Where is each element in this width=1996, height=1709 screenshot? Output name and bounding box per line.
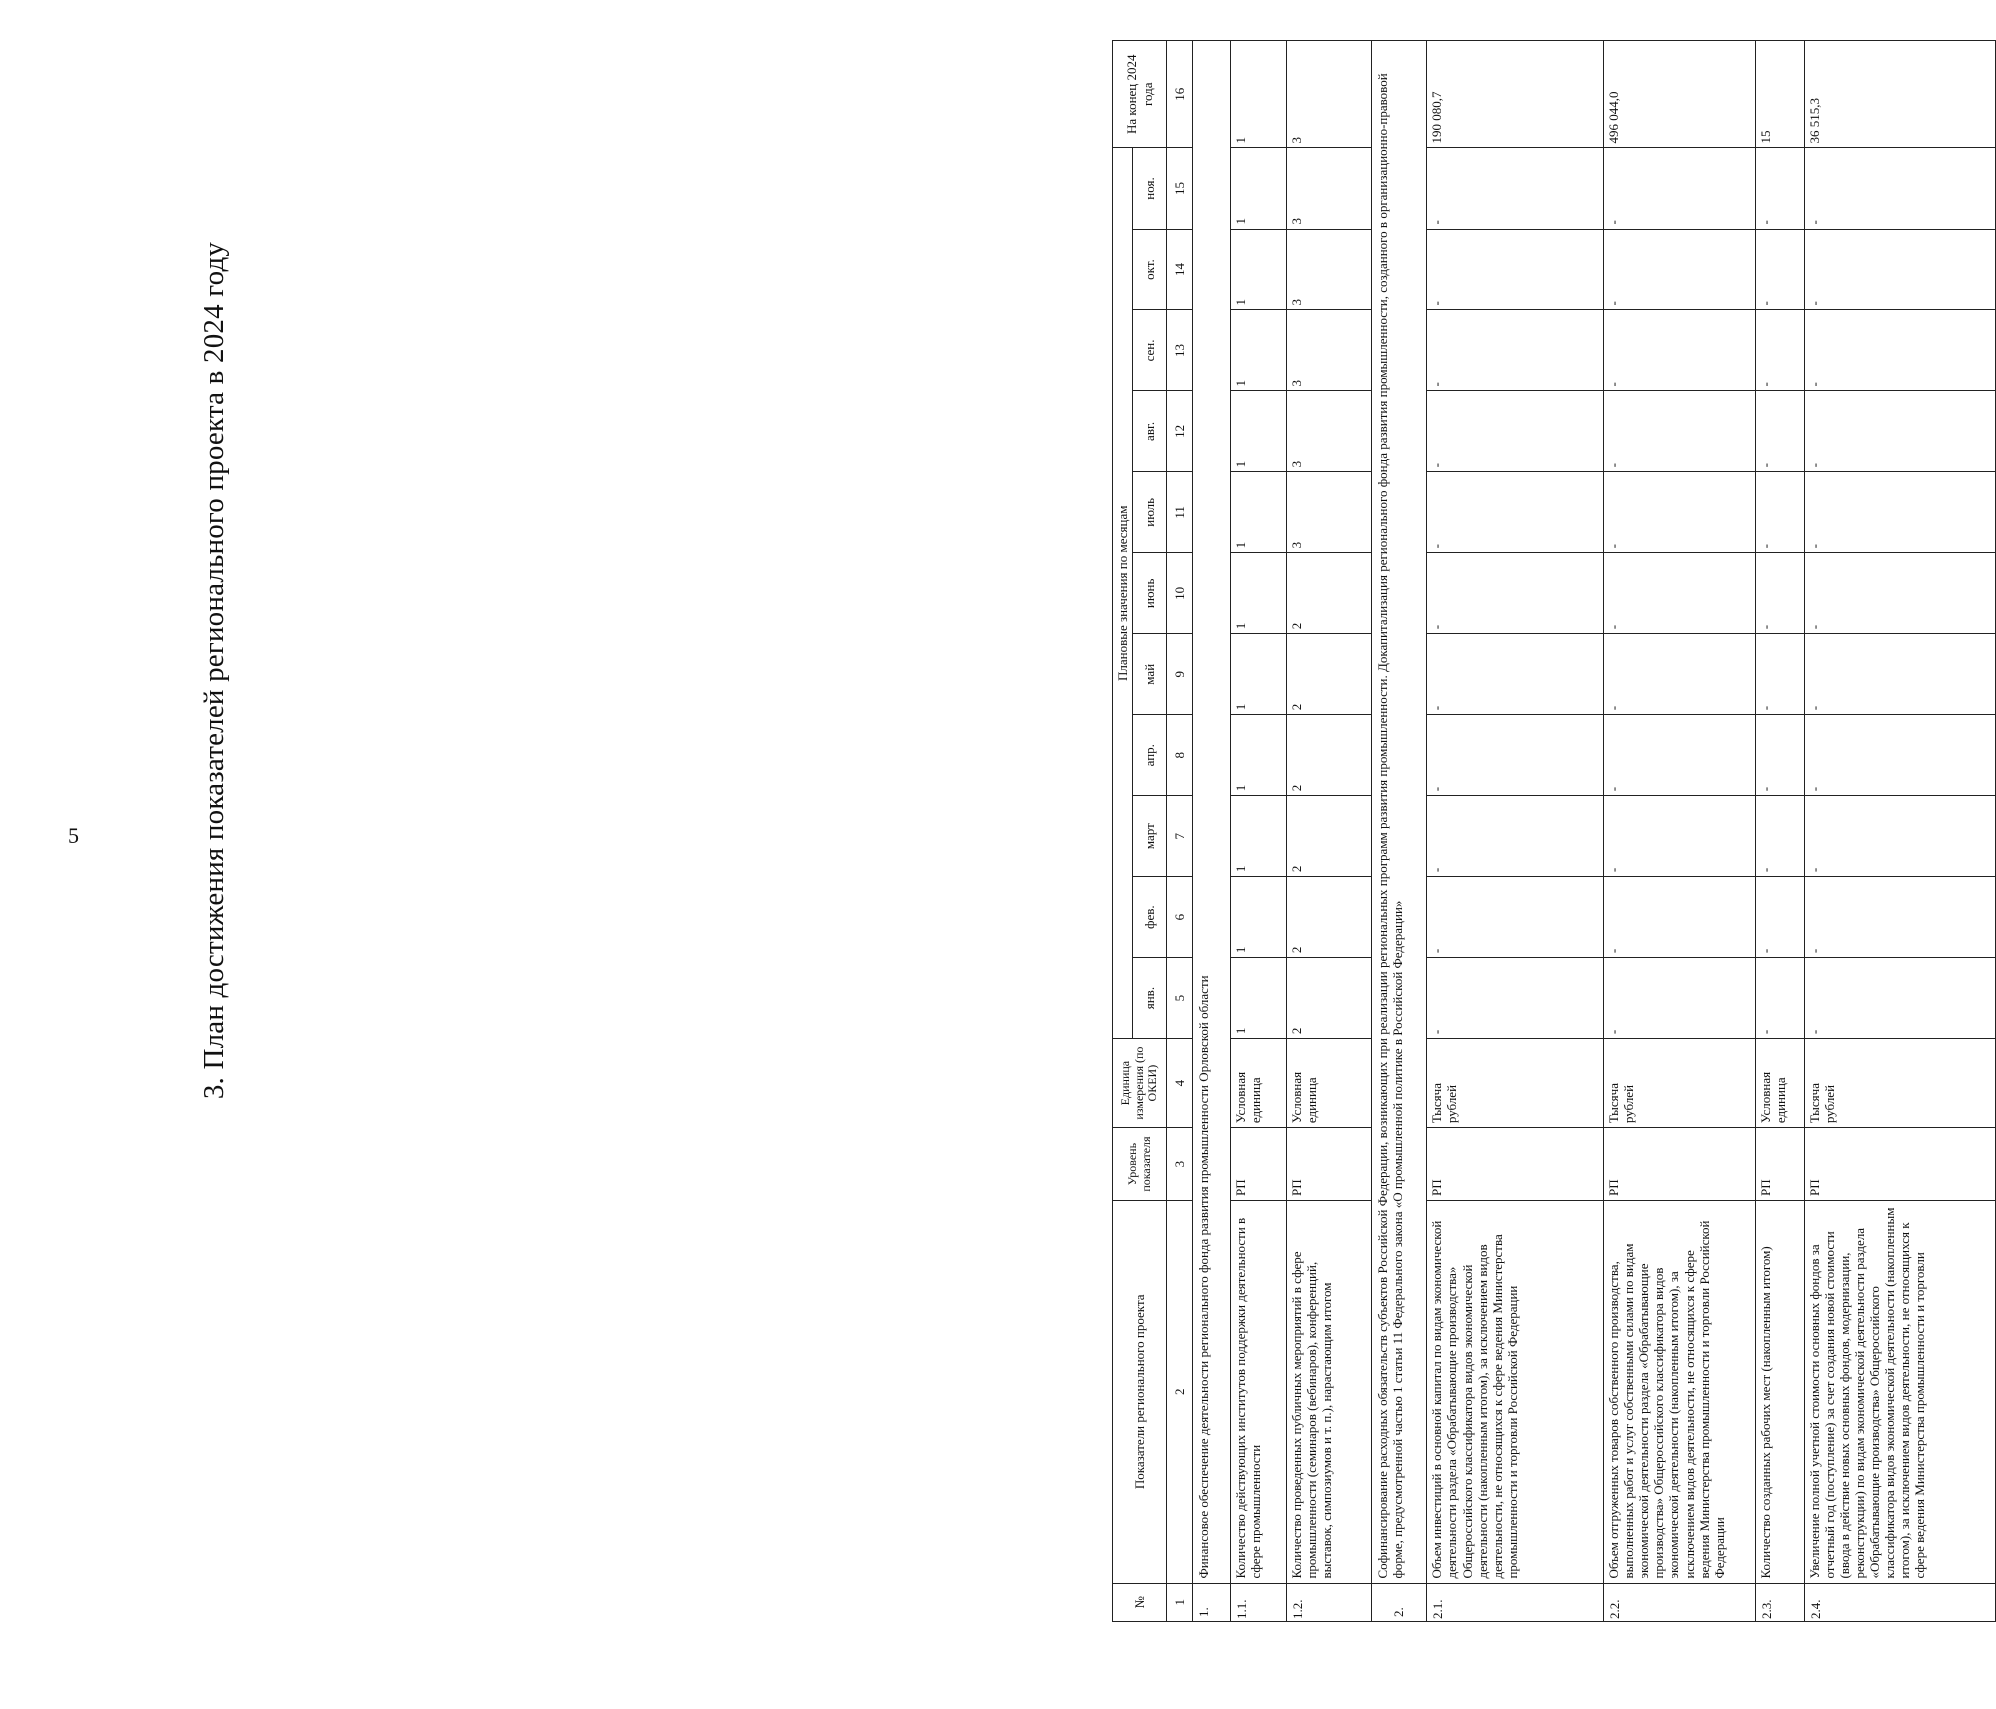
month-value: - [1756, 310, 1804, 391]
month-value: 1 [1231, 472, 1287, 553]
month-value: - [1756, 877, 1804, 958]
month-value: - [1756, 958, 1804, 1039]
month-value: - [1604, 715, 1756, 796]
header-month: март [1133, 796, 1167, 877]
header-month: фев. [1133, 877, 1167, 958]
month-value: - [1804, 877, 1995, 958]
month-value: - [1756, 634, 1804, 715]
year-end-value: 36 515,3 [1804, 41, 1995, 148]
month-value: - [1427, 310, 1604, 391]
rotated-table-container [1112, 40, 1996, 1622]
column-number: 8 [1167, 715, 1192, 796]
indicators-table [1112, 40, 1996, 1622]
column-number: 10 [1167, 553, 1192, 634]
column-number: 16 [1167, 41, 1192, 148]
table-row [1231, 41, 1287, 1622]
year-end-value: 1 [1231, 41, 1287, 148]
column-number: 15 [1167, 148, 1192, 229]
month-value: 1 [1231, 310, 1287, 391]
column-number: 11 [1167, 472, 1192, 553]
month-value: 1 [1231, 391, 1287, 472]
indicator-level: РП [1756, 1128, 1804, 1201]
month-value: 2 [1286, 796, 1371, 877]
indicator-unit: Условная единица [1231, 1039, 1287, 1128]
header-no: № [1113, 1583, 1167, 1621]
row-number: 2.4. [1804, 1583, 1995, 1621]
indicator-unit: Тысяча рублей [1804, 1039, 1995, 1128]
month-value: - [1427, 553, 1604, 634]
month-value: - [1756, 472, 1804, 553]
header-month: май [1133, 634, 1167, 715]
month-value: - [1604, 229, 1756, 310]
row-number: 2.2. [1604, 1583, 1756, 1621]
section-number: 2. [1371, 1583, 1427, 1621]
month-value: 2 [1286, 715, 1371, 796]
section-row [1192, 41, 1231, 1622]
month-value: 3 [1286, 148, 1371, 229]
table-row [1804, 41, 1995, 1622]
section-row [1371, 41, 1427, 1622]
year-end-value: 190 080,7 [1427, 41, 1604, 148]
column-number: 2 [1167, 1200, 1192, 1583]
header-month: ноя. [1133, 148, 1167, 229]
month-value: - [1604, 553, 1756, 634]
month-value: - [1756, 229, 1804, 310]
column-number: 13 [1167, 310, 1192, 391]
month-value: - [1804, 958, 1995, 1039]
header-year-end: На конец 2024 года [1113, 41, 1167, 148]
section-number: 1. [1192, 1583, 1231, 1621]
doc-title [130, 0, 300, 1370]
page-number: 5 [68, 823, 79, 848]
header-month: авг. [1133, 391, 1167, 472]
month-value: - [1427, 715, 1604, 796]
indicator-level: РП [1427, 1128, 1604, 1201]
year-end-value: 15 [1756, 41, 1804, 148]
month-value: 1 [1231, 229, 1287, 310]
month-value: - [1804, 391, 1995, 472]
month-value: - [1604, 634, 1756, 715]
row-number: 1.1. [1231, 1583, 1287, 1621]
month-value: - [1804, 472, 1995, 553]
column-number: 14 [1167, 229, 1192, 310]
header-indicator: Показатели регионального проекта [1113, 1200, 1167, 1583]
month-value: 2 [1286, 553, 1371, 634]
month-value: 1 [1231, 877, 1287, 958]
indicator-name: Объем инвестиций в основной капитал по видам экономической деятельности раздела «Обрабатывающие производства» Общероссийского классификатора видов экономической деятельности (накопленным итогом), за исключением видов деятельности, не относящихся к сфере ведения Министерства промышленности и торговли Российской Федерации [1427, 1200, 1604, 1583]
header-month: окт. [1133, 229, 1167, 310]
month-value: - [1604, 796, 1756, 877]
month-value: - [1427, 877, 1604, 958]
indicator-name: Количество созданных рабочих мест (накопленным итогом) [1756, 1200, 1804, 1583]
indicator-unit: Условная единица [1286, 1039, 1371, 1128]
month-value: - [1427, 634, 1604, 715]
month-value: 2 [1286, 877, 1371, 958]
indicator-level: РП [1804, 1128, 1995, 1201]
section-title: Софинансирование расходных обязательств субъектов Российской Федерации, возникающих при реализации региональных программ развития промышленности. Докапитализация регионального фонда развития промышленности, созданного в организационно-правовой форме, предусмотренной частью 1 статьи 11 Федерального закона «О промышленной политике в Российской Федерации» [1371, 41, 1427, 1584]
table-row [1756, 41, 1804, 1622]
month-value: - [1427, 391, 1604, 472]
month-value: 3 [1286, 310, 1371, 391]
indicator-unit: Условная единица [1756, 1039, 1804, 1128]
header-month: июль [1133, 472, 1167, 553]
header-planned-values: Плановые значения по месяцам [1113, 148, 1133, 1039]
column-number: 5 [1167, 958, 1192, 1039]
month-value: - [1804, 310, 1995, 391]
month-value: 1 [1231, 715, 1287, 796]
indicator-name: Объем отгруженных товаров собственного производства, выполненных работ и услуг собственными силами по видам экономической деятельности раздела «Обрабатывающие производства» Общероссийского классификатора видов экономической деятельности (накопленным итогом), за исключением видов деятельности, не относящихся к сфере ведения Министерства промышленности и торговли Российской Федерации [1604, 1200, 1756, 1583]
indicator-level: РП [1604, 1128, 1756, 1201]
month-value: - [1804, 796, 1995, 877]
month-value: 2 [1286, 634, 1371, 715]
indicator-level: РП [1286, 1128, 1371, 1201]
column-number: 7 [1167, 796, 1192, 877]
month-value: - [1804, 148, 1995, 229]
month-value: - [1756, 148, 1804, 229]
column-number: 9 [1167, 634, 1192, 715]
month-value: - [1604, 472, 1756, 553]
indicator-name: Количество действующих институтов поддержки деятельности в сфере промышленности [1231, 1200, 1287, 1583]
header-month: янв. [1133, 958, 1167, 1039]
column-number: 4 [1167, 1039, 1192, 1128]
month-value: - [1756, 553, 1804, 634]
section-title: Финансовое обеспечение деятельности регионального фонда развития промышленности Орловской области [1192, 41, 1231, 1584]
doc-title-text: 3. План достижения показателей регионального проекта в 2024 году [198, 241, 231, 1099]
month-value: 1 [1231, 796, 1287, 877]
month-value: - [1604, 148, 1756, 229]
header-month: июнь [1133, 553, 1167, 634]
month-value: 3 [1286, 391, 1371, 472]
month-value: 1 [1231, 958, 1287, 1039]
indicator-unit: Тысяча рублей [1427, 1039, 1604, 1128]
table-row [1604, 41, 1756, 1622]
month-value: 3 [1286, 472, 1371, 553]
month-value: - [1427, 229, 1604, 310]
header-month: сен. [1133, 310, 1167, 391]
table-row [1427, 41, 1604, 1622]
header-unit: Единица измерения (по ОКЕИ) [1113, 1039, 1167, 1128]
month-value: - [1604, 958, 1756, 1039]
column-numbers-row [1167, 41, 1192, 1622]
year-end-value: 3 [1286, 41, 1371, 148]
indicator-name: Увеличение полной учетной стоимости основных фондов за отчетный год (поступление) за счет создания новой стоимости (ввода в действие новых основных фондов, модернизации, реконструкции) по видам экономической деятельности раздела «Обрабатывающие производства» Общероссийского классификатора видов экономической деятельности (накопленным итогом), за исключением видов деятельности, не относящихся к сфере ведения Министерства промышленности и торговли [1804, 1200, 1995, 1583]
month-value: 1 [1231, 148, 1287, 229]
month-value: - [1756, 796, 1804, 877]
month-value: - [1804, 634, 1995, 715]
header-month: апр. [1133, 715, 1167, 796]
month-value: - [1427, 958, 1604, 1039]
month-value: - [1804, 229, 1995, 310]
column-number: 12 [1167, 391, 1192, 472]
month-value: - [1804, 715, 1995, 796]
row-number: 1.2. [1286, 1583, 1371, 1621]
column-number: 3 [1167, 1128, 1192, 1201]
table-row [1286, 41, 1371, 1622]
column-number: 1 [1167, 1583, 1192, 1621]
month-value: - [1756, 391, 1804, 472]
column-number: 6 [1167, 877, 1192, 958]
month-value: - [1756, 715, 1804, 796]
month-value: 1 [1231, 634, 1287, 715]
indicator-level: РП [1231, 1128, 1287, 1201]
month-value: 3 [1286, 229, 1371, 310]
row-number: 2.1. [1427, 1583, 1604, 1621]
header-level: Уровень показателя [1113, 1128, 1167, 1201]
month-value: - [1427, 148, 1604, 229]
row-number: 2.3. [1756, 1583, 1804, 1621]
month-value: - [1804, 553, 1995, 634]
indicator-unit: Тысяча рублей [1604, 1039, 1756, 1128]
month-value: - [1604, 391, 1756, 472]
month-value: - [1427, 796, 1604, 877]
month-value: - [1604, 310, 1756, 391]
month-value: - [1604, 877, 1756, 958]
year-end-value: 496 044,0 [1604, 41, 1756, 148]
month-value: 1 [1231, 553, 1287, 634]
indicator-name: Количество проведенных публичных мероприятий в сфере промышленности (семинаров (вебинаров), конференций, выставок, симпозиумов и т. п.), нарастающим итогом [1286, 1200, 1371, 1583]
month-value: - [1427, 472, 1604, 553]
month-value: 2 [1286, 958, 1371, 1039]
